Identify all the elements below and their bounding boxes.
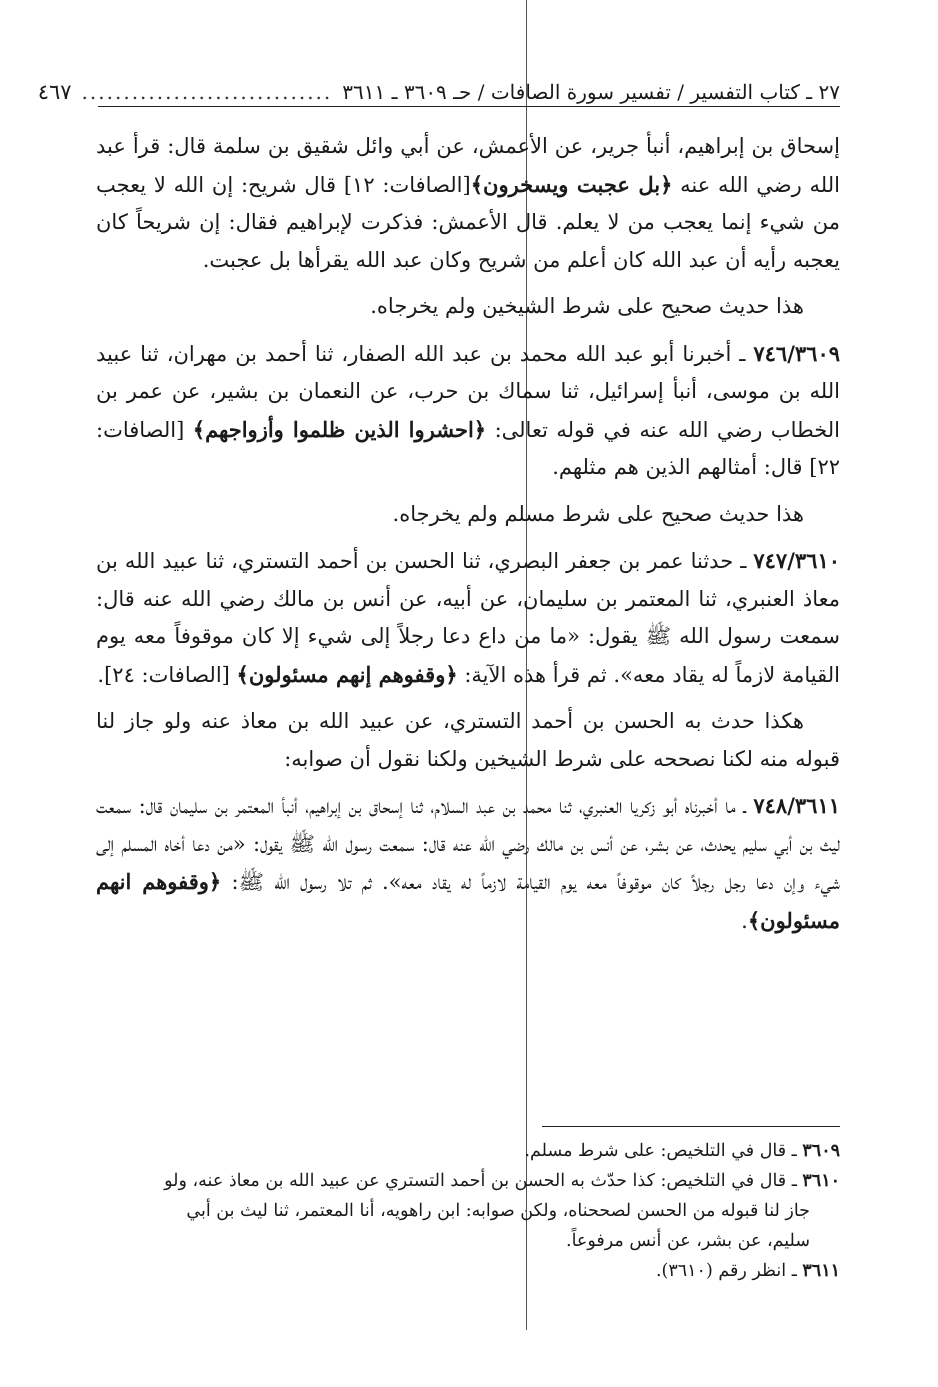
footnote xyxy=(96,1166,840,1196)
header-leader-dots: .............................. xyxy=(81,80,333,104)
bold-text: ﴿وقفوهم انهم مسئولون﴾ xyxy=(96,869,840,933)
paragraph-text: هكذا حدث به الحسن بن أحمد التستري، عن عبيد الله بن معاذ عنه ولو جاز لنا قبوله منه لكنا نصححه على شرط الشيخين ولكنا نقول أن صوابه: xyxy=(96,709,840,771)
bold-text: ﴿وقفوهم إنهم مسئولون﴾ xyxy=(236,661,458,687)
bold-text: ٧٤٦/٣٦٠٩ xyxy=(753,340,840,366)
bold-text: ﴿بل عجبت ويسخرون﴾ xyxy=(470,171,673,197)
footnote-number: ٣٦١٠ xyxy=(802,1171,840,1191)
footnote-text: ـ انظر رقم (٣٦١٠). xyxy=(655,1261,803,1281)
paragraph-text: هذا حديث صحيح على شرط مسلم ولم يخرجاه. xyxy=(392,501,804,526)
paragraph xyxy=(96,787,840,940)
paragraph-text: ـ أخبرنا أبو عبد الله محمد بن عبد الله الصفار، ثنا أحمد بن مهران، ثنا عبيد الله بن موسى، أنبأ إسرائيل، ثنا سماك بن حرب، عن النعمان بن بشير، عن عمر بن الخطاب رضي الله عنه في قوله تعالى: xyxy=(96,341,840,442)
paragraph-text: . xyxy=(741,908,748,933)
paragraph xyxy=(96,335,840,487)
paragraph-text: هذا حديث صحيح على شرط الشيخين ولم يخرجاه. xyxy=(370,294,804,318)
footnote xyxy=(96,1136,840,1166)
paragraph xyxy=(96,496,840,534)
footnote-text: ـ قال في التلخيص: كذا حدّث به الحسن بن أحمد التستري عن عبيد الله بن معاذ عنه، ولو xyxy=(164,1171,803,1191)
paragraph-text: [الصافات: ٢٤]. xyxy=(97,662,237,687)
paragraph-text: ـ حدثنا عمر بن جعفر البصري، ثنا الحسن بن أحمد التستري، ثنا عبيد الله بن معاذ العنبري، ثنا المعتمر بن سليمان، عن أبيه، عن أنس بن مالك رضي الله عنه قال: سمعت رسول الله ﷺ يقول: «ما من داع دعا رجلاً إلى شيء إلا كان موقوفاً معه يوم القيامة لازماً له يقاد معه». ثم قرأ هذه الآية: xyxy=(96,549,840,687)
page-number: ٤٦٧ xyxy=(37,80,72,104)
paragraph xyxy=(96,288,840,326)
main-text xyxy=(96,128,840,949)
footnotes xyxy=(96,1136,840,1286)
footnote-text: ـ قال في التلخيص: على شرط مسلم. xyxy=(524,1141,803,1161)
running-header xyxy=(37,72,840,107)
footnote-number: ٣٦١١ xyxy=(802,1261,840,1281)
footnote-text: جاز لنا قبوله من الحسن لصححناه، ولكن صوابه: ابن راهويه، أنا المعتمر، ثنا ليث بن أبي xyxy=(186,1201,810,1221)
footnote-text: سليم، عن بشر، عن أنس مرفوعاً. xyxy=(566,1231,810,1251)
paragraph xyxy=(96,703,840,778)
paragraph xyxy=(96,542,840,694)
footnote xyxy=(96,1196,840,1226)
header-title: ٢٧ ـ كتاب التفسير / تفسير سورة الصافات / حـ ٣٦٠٩ ـ ٣٦١١ xyxy=(342,80,840,104)
bold-text: ٧٤٧/٣٦١٠ xyxy=(753,548,840,573)
paragraph-text: [الصافات: ١٢] قال شريح: إن الله لا يعجب من شيء إنما يعجب من لا يعلم. قال الأعمش: فذكرت لإبراهيم فقال: إن شريحاً كان يعجبه رأيه أن عبد الله كان أعلم من شريح وكان عبد الله يقرأها بل عجبت. xyxy=(96,172,840,272)
paragraph-text: إسحاق بن إبراهيم، أنبأ جرير، عن الأعمش، عن أبي وائل شقيق بن سلمة قال: قرأ عبد الله رضي الله عنه xyxy=(96,134,840,197)
footnote-number: ٣٦٠٩ xyxy=(802,1141,840,1161)
footnote xyxy=(96,1256,840,1286)
paragraph-text: ـ ما أخبرناه أبو زكريا العنبري، ثنا محمد بن عبد السلام، ثنا إسحاق بن إبراهيم، أنبأ المعتمر بن سليمان قال: سمعت ليث بن أبي سليم يحدث، عن بشر، عن أنس بن مالك رضي الله عنه قال: سمعت رسول الله ﷺ يقول: «من دعا أخاه المسلم إلى شيء وإن دعا رجل رجلاً كان موقوفاً معه يوم القيامة لازماً له يقاد معه». ثم تلا رسول الله ﷺ: xyxy=(96,794,841,894)
bold-text: ٧٤٨/٣٦١١ xyxy=(753,793,840,818)
paragraph xyxy=(96,128,840,279)
bold-text: ﴿احشروا الذين ظلموا وأزواجهم﴾ xyxy=(192,416,487,442)
footnote-separator xyxy=(542,1126,840,1127)
footnote xyxy=(96,1226,840,1256)
paragraph-text: [الصافات: ٢٢] قال: أمثالهم الذين هم مثلهم. xyxy=(96,417,840,479)
